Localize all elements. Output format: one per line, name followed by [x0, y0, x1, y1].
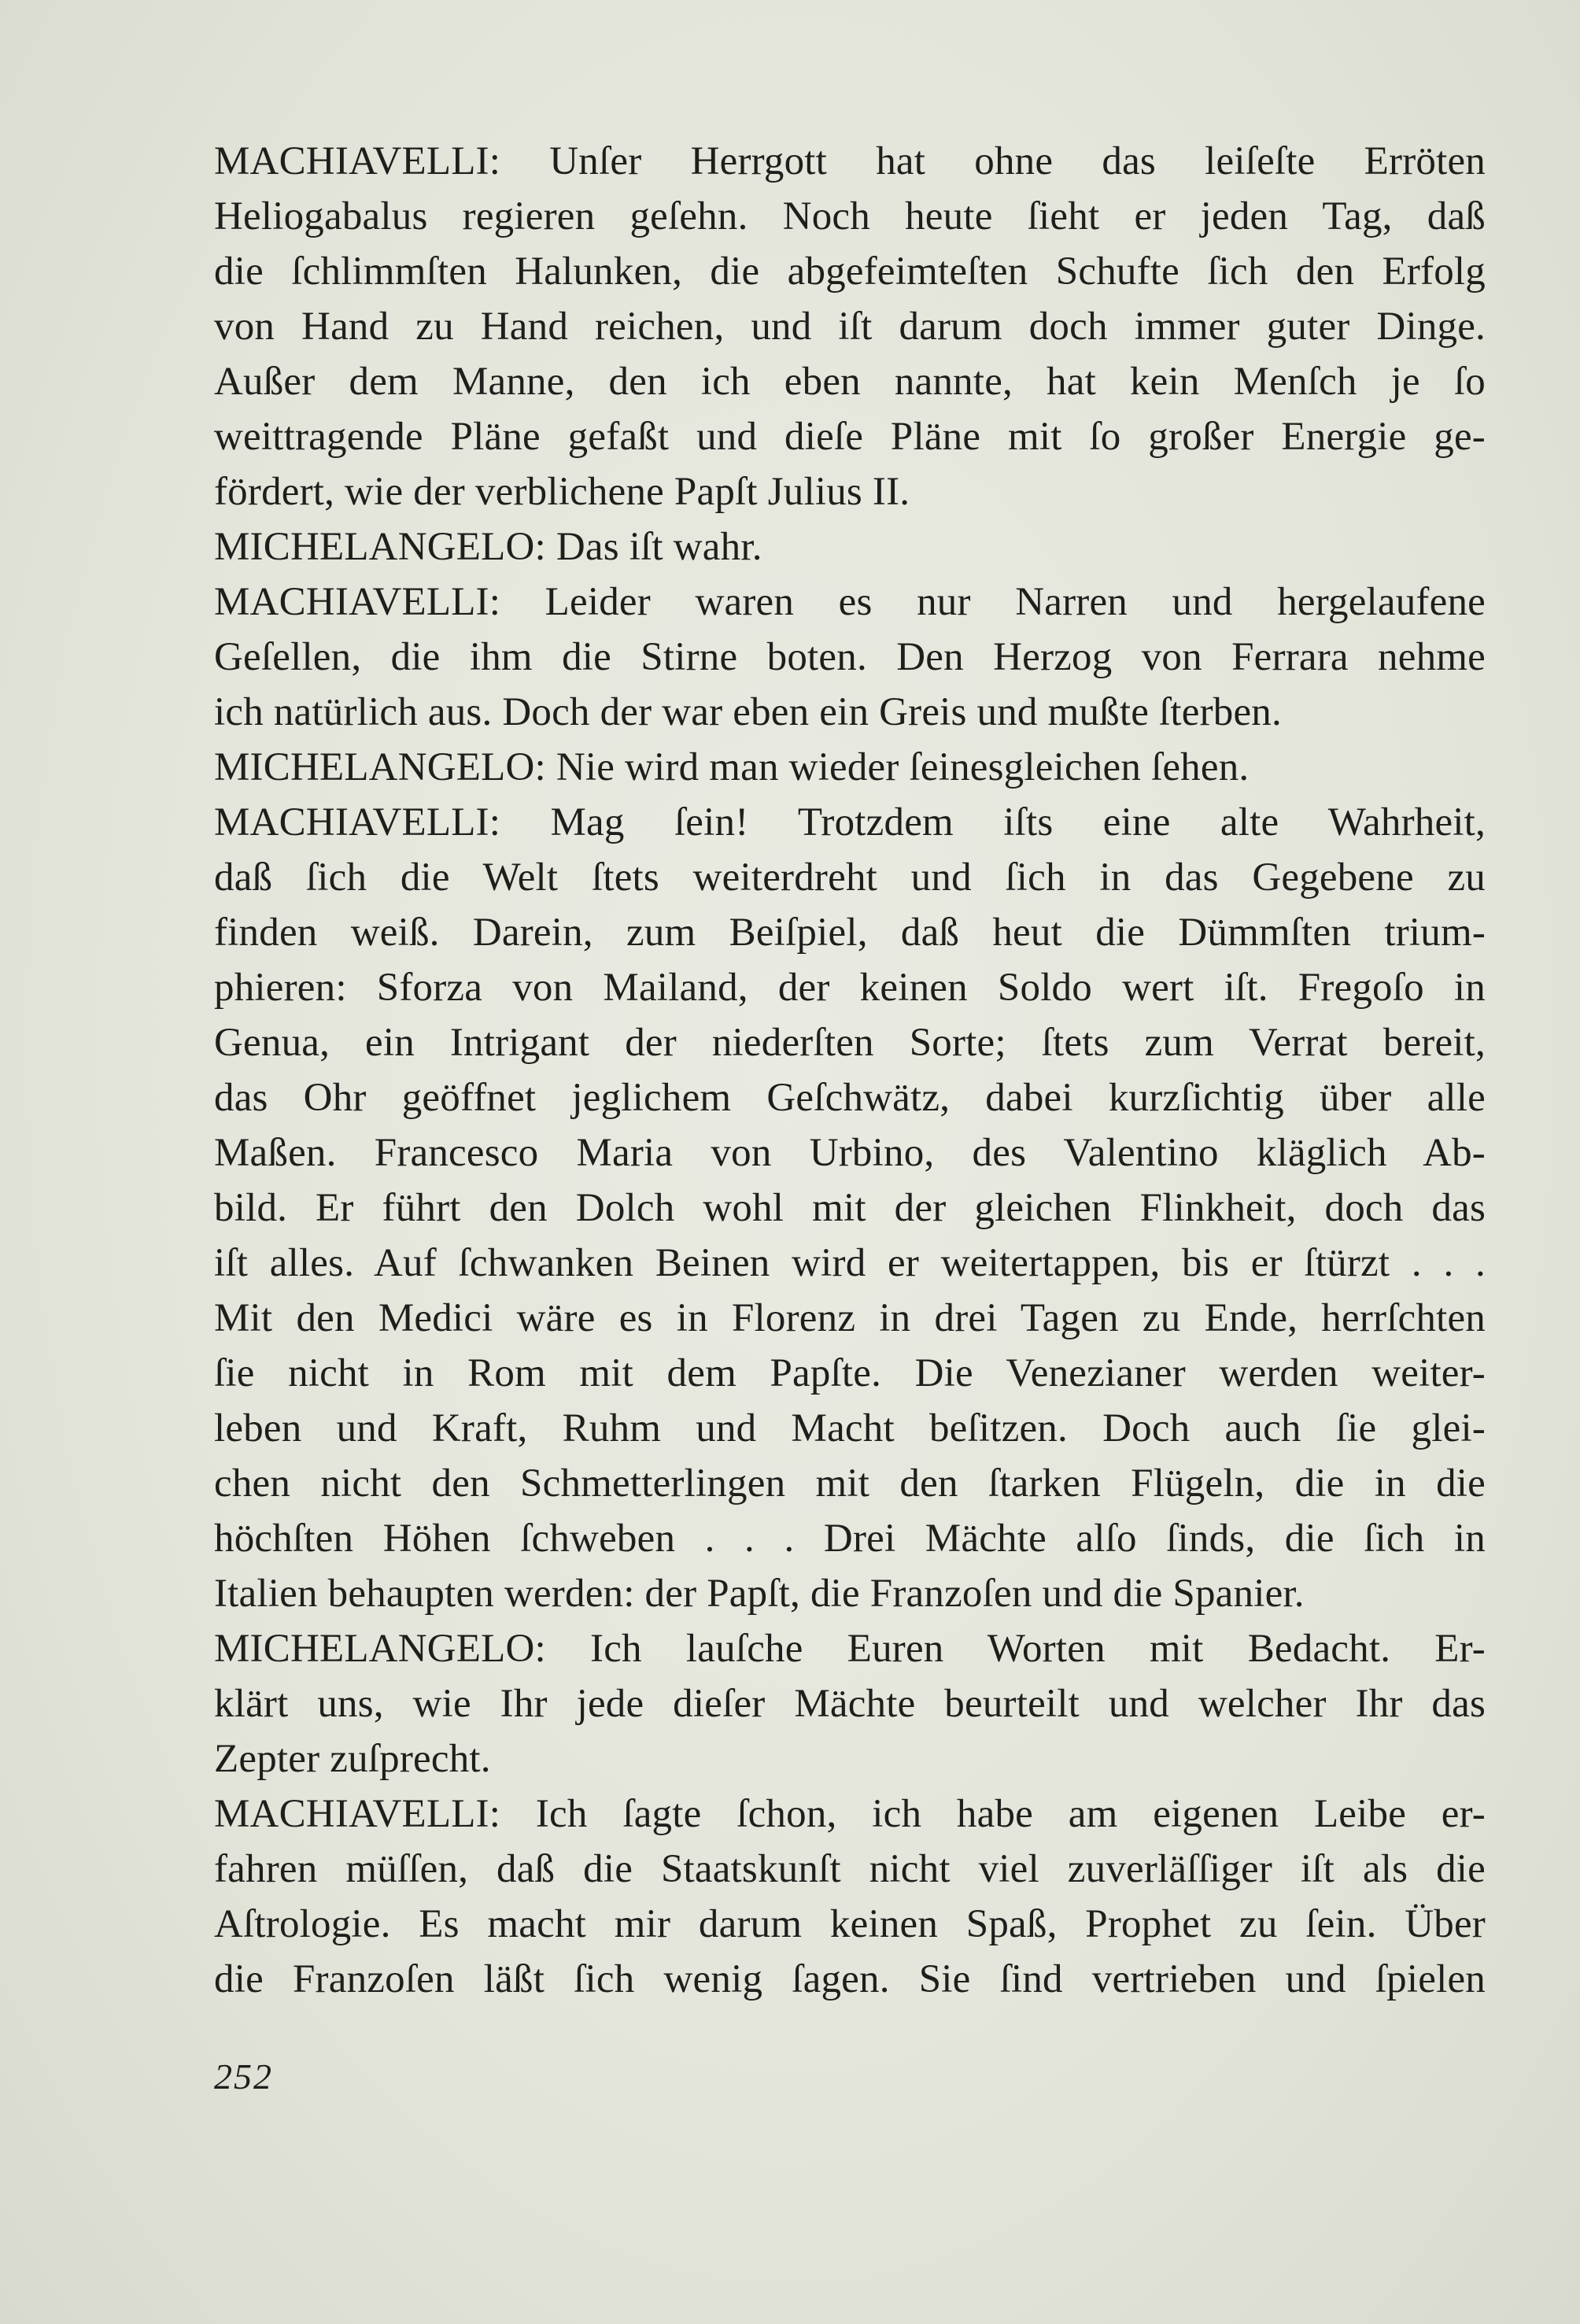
- text-line: Italien behaupten werden: der Papſt, die Franzoſen und die Spanier.: [214, 1572, 1305, 1616]
- text-line: MACHIAVELLI: Ich ſagte ſchon, ich habe am eigenen Leibe er-: [214, 1792, 1486, 1836]
- text-line: weittragende Pläne gefaßt und dieſe Pläne mit ſo großer Energie ge-: [214, 415, 1486, 459]
- text-line: Heliogabalus regieren geſehn. Noch heute ſieht er jeden Tag, daß: [214, 194, 1486, 238]
- text-line: fahren müſſen, daß die Staatskunſt nicht viel zuverläſſiger iſt als die: [214, 1847, 1486, 1891]
- text-line: Außer dem Manne, den ich eben nannte, hat kein Menſch je ſo: [214, 360, 1486, 404]
- text-line: MICHELANGELO: Das iſt wahr.: [214, 525, 762, 569]
- text-line: von Hand zu Hand reichen, und iſt darum doch immer guter Dinge.: [214, 305, 1486, 349]
- text-line: Aſtrologie. Es macht mir darum keinen Spaß, Prophet zu ſein. Über: [214, 1902, 1486, 1946]
- text-line: Zepter zuſprecht.: [214, 1737, 491, 1781]
- text-line: das Ohr geöffnet jeglichem Geſchwätz, dabei kurzſichtig über alle: [214, 1076, 1486, 1120]
- text-line: fördert, wie der verblichene Papſt Julius II.: [214, 470, 910, 514]
- text-line: Genua, ein Intrigant der niederſten Sorte; ſtets zum Verrat bereit,: [214, 1021, 1486, 1065]
- text-line: MACHIAVELLI: Leider waren es nur Narren und hergelaufene: [214, 580, 1486, 624]
- text-line: ſie nicht in Rom mit dem Papſte. Die Venezianer werden weiter-: [214, 1351, 1486, 1395]
- text-line: daß ſich die Welt ſtets weiterdreht und ſich in das Gegebene zu: [214, 855, 1486, 900]
- text-line: phieren: Sforza von Mailand, der keinen Soldo wert iſt. Fregoſo in: [214, 966, 1486, 1010]
- text-line: die ſchlimmſten Halunken, die abgefeimteſten Schufte ſich den Erfolg: [214, 249, 1486, 294]
- text-line: MACHIAVELLI: Mag ſein! Trotzdem iſts eine alte Wahrheit,: [214, 800, 1486, 844]
- text-line: MACHIAVELLI: Unſer Herrgott hat ohne das leiſeſte Erröten: [214, 139, 1486, 183]
- text-line: Maßen. Francesco Maria von Urbino, des Valentino kläglich Ab-: [214, 1131, 1486, 1175]
- text-line: klärt uns, wie Ihr jede dieſer Mächte beurteilt und welcher Ihr das: [214, 1682, 1486, 1726]
- text-line: ich natürlich aus. Doch der war eben ein Greis und mußte ſterben.: [214, 690, 1282, 734]
- text-line: die Franzoſen läßt ſich wenig ſagen. Sie ſind vertrieben und ſpielen: [214, 1957, 1486, 2001]
- body-text: [214, 134, 1486, 2007]
- text-line: MICHELANGELO: Nie wird man wieder ſeinesgleichen ſehen.: [214, 745, 1250, 789]
- page-number: 252: [214, 2056, 273, 2097]
- text-line: leben und Kraft, Ruhm und Macht beſitzen. Doch auch ſie glei-: [214, 1406, 1486, 1450]
- text-line: iſt alles. Auf ſchwanken Beinen wird er weitertappen, bis er ſtürzt . . .: [214, 1241, 1486, 1285]
- text-line: chen nicht den Schmetterlingen mit den ſtarken Flügeln, die in die: [214, 1461, 1486, 1506]
- text-line: bild. Er führt den Dolch wohl mit der gleichen Flinkheit, doch das: [214, 1186, 1486, 1230]
- text-line: Geſellen, die ihm die Stirne boten. Den Herzog von Ferrara nehme: [214, 635, 1486, 679]
- text-line: Mit den Medici wäre es in Florenz in drei Tagen zu Ende, herrſchten: [214, 1296, 1486, 1340]
- text-line: MICHELANGELO: Ich lauſche Euren Worten mit Bedacht. Er-: [214, 1627, 1486, 1671]
- text-line: finden weiß. Darein, zum Beiſpiel, daß heut die Dümmſten trium-: [214, 911, 1486, 955]
- text-line: höchſten Höhen ſchweben . . . Drei Mächte alſo ſinds, die ſich in: [214, 1517, 1486, 1561]
